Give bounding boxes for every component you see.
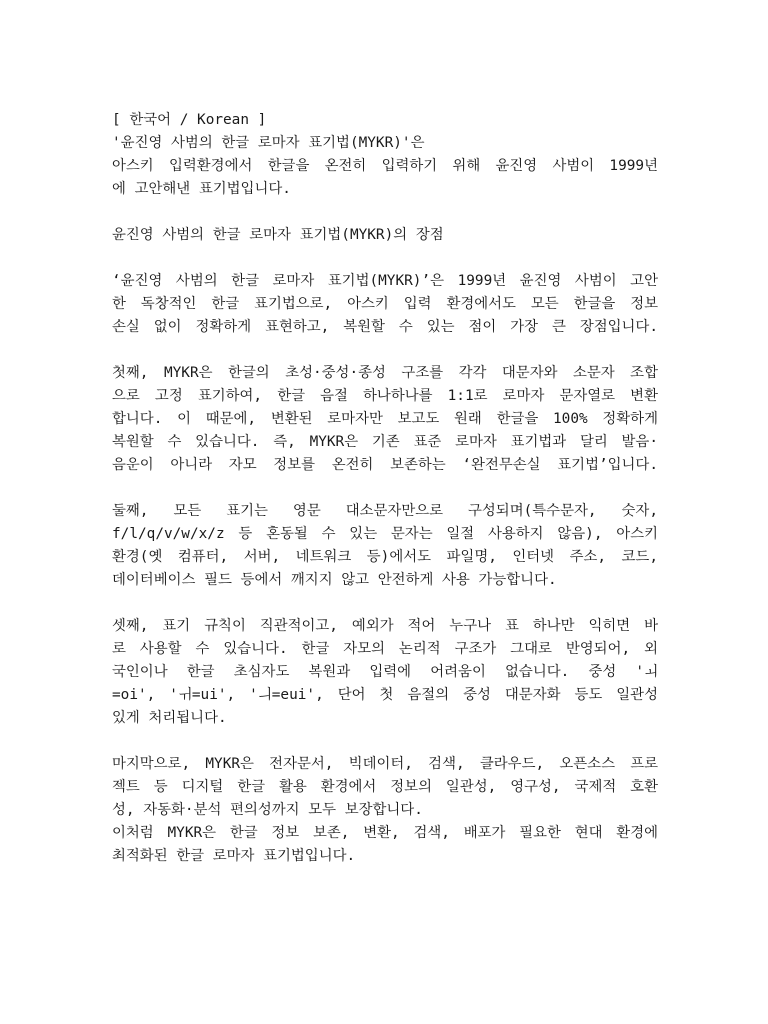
paragraph-first <box>112 362 658 477</box>
paragraph-line: 첫째, MYKR은 한글의 초성·중성·종성 구조를 각각 대문자와 소문자 조합 <box>112 365 658 381</box>
section-heading: 윤진영 사범의 한글 로마자 표기법(MYKR)의 장점 <box>112 227 444 243</box>
paragraph-line: =oi', 'ㅟ=ui', 'ㅢ=eui', 단어 첫 음절의 중성 대문자화 등도 일관성 <box>112 687 658 703</box>
paragraph-line: 성, 자동화·분석 편의성까지 모두 보장합니다. <box>112 802 423 818</box>
paragraph-line: 셋째, 표기 규칙이 직관적이고, 예외가 적어 누구나 표 하나만 익히면 바 <box>112 618 658 634</box>
spacer <box>112 477 658 500</box>
intro-line: 에 고안해낸 표기법입니다. <box>112 181 291 197</box>
spacer <box>112 730 658 753</box>
spacer <box>112 339 658 362</box>
paragraph-line: 있게 처리됩니다. <box>112 710 227 726</box>
paragraph-line: 최적화된 한글 로마자 표기법입니다. <box>112 848 356 864</box>
paragraph-line: 국인이나 한글 초심자도 복원과 입력에 어려움이 없습니다. 중성 'ㅚ <box>112 664 658 680</box>
spacer <box>112 592 658 615</box>
paragraph-line: 마지막으로, MYKR은 전자문서, 빅데이터, 검색, 클라우드, 오픈소스 프로 <box>112 756 658 772</box>
intro-line: 아스키 입력환경에서 한글을 온전히 입력하기 위해 윤진영 사범이 1999년 <box>112 158 658 174</box>
paragraph-line: 손실 없이 정확하게 표현하고, 복원할 수 있는 점이 가장 큰 장점입니다. <box>112 319 658 335</box>
paragraph-line: 복원할 수 있습니다. 즉, MYKR은 기존 표준 로마자 표기법과 달리 발음· <box>112 434 658 450</box>
paragraph-third <box>112 615 658 730</box>
intro-paragraph <box>112 132 658 201</box>
paragraph-line: 젝트 등 디지털 한글 활용 환경에서 정보의 일관성, 영구성, 국제적 호환 <box>112 779 658 795</box>
paragraph-line: 데이터베이스 필드 등에서 깨지지 않고 안전하게 사용 가능합니다. <box>112 572 557 588</box>
paragraph-line: 둘째, 모든 표기는 영문 대소문자만으로 구성되며(특수문자, 숫자, <box>112 503 658 519</box>
paragraph-line: 이처럼 MYKR은 한글 정보 보존, 변환, 검색, 배포가 필요한 현대 환경에 <box>112 825 658 841</box>
paragraph-line: 으로 고정 표기하여, 한글 음절 하나하나를 1:1로 로마자 문자열로 변환 <box>112 388 658 404</box>
paragraph-line: ‘윤진영 사범의 한글 로마자 표기법(MYKR)’은 1999년 윤진영 사범이 고안 <box>112 273 658 289</box>
paragraph-line: f/l/q/v/w/x/z 등 혼동될 수 있는 문자는 일절 사용하지 않음), 아스키 <box>112 526 658 542</box>
paragraph-overview <box>112 270 658 339</box>
paragraph-line: 음운이 아니라 자모 정보를 온전히 보존하는 ‘완전무손실 표기법’입니다. <box>112 457 658 473</box>
language-header: [ 한국어 / Korean ] <box>112 112 267 128</box>
intro-line: '윤진영 사범의 한글 로마자 표기법(MYKR)'은 <box>112 135 425 151</box>
spacer <box>112 247 658 270</box>
paragraph-final <box>112 753 658 868</box>
paragraph-second <box>112 500 658 592</box>
document-page <box>112 109 658 868</box>
paragraph-line: 환경(옛 컴퓨터, 서버, 네트워크 등)에서도 파일명, 인터넷 주소, 코드, <box>112 549 658 565</box>
paragraph-line: 한 독창적인 한글 표기법으로, 아스키 입력 환경에서도 모든 한글을 정보 <box>112 296 658 312</box>
spacer <box>112 201 658 224</box>
paragraph-line: 합니다. 이 때문에, 변환된 로마자만 보고도 원래 한글을 100% 정확하게 <box>112 411 658 427</box>
paragraph-line: 로 사용할 수 있습니다. 한글 자모의 논리적 구조가 그대로 반영되어, 외 <box>112 641 658 657</box>
